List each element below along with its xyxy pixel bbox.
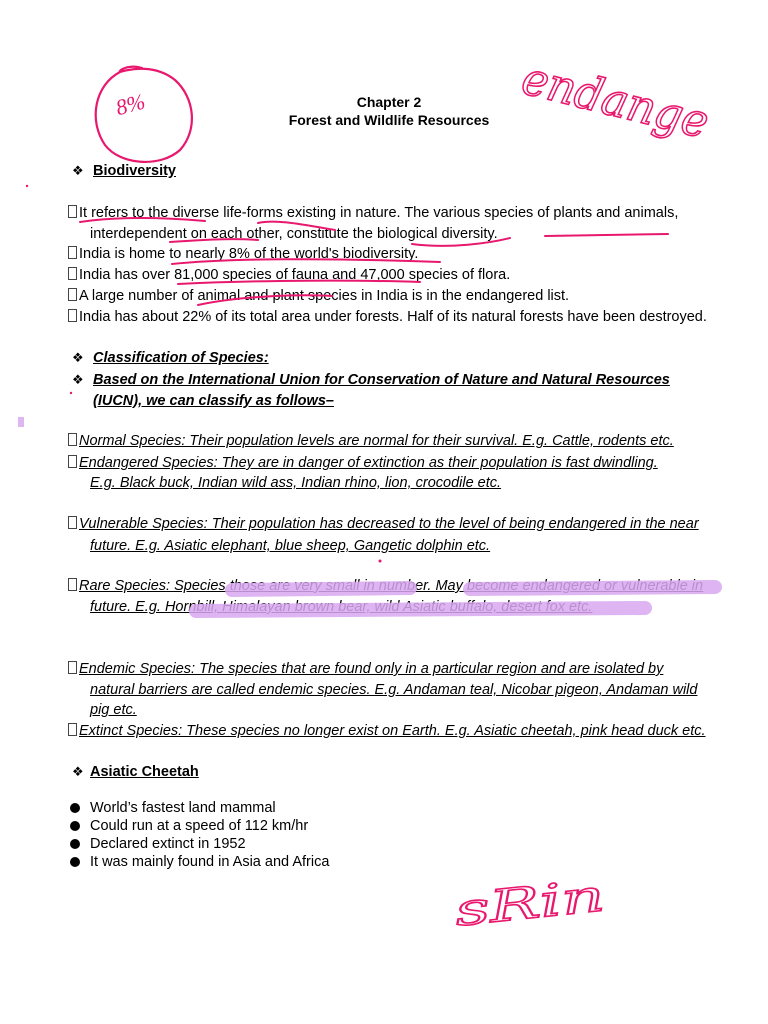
- species-item: Extinct Species: These species no longer exist on Earth. E.g. Asiatic cheetah, pink head duck etc.: [68, 722, 706, 740]
- checkbox-bullet-icon: [68, 288, 77, 301]
- chapter-title: Forest and Wildlife Resources: [288, 112, 490, 128]
- bullet-line: India has about 22% of its total area under forests. Half of its natural forests have been destroyed.: [68, 308, 707, 326]
- species-item-cont: future. E.g. Asiatic elephant, blue sheep, Gangetic dolphin etc.: [90, 538, 491, 554]
- checkbox-bullet-icon: [68, 578, 77, 591]
- cheetah-fact: It was mainly found in Asia and Africa: [90, 854, 330, 870]
- checkbox-bullet-icon: [68, 267, 77, 280]
- checkbox-bullet-icon: [68, 309, 77, 322]
- round-bullet-icon: [70, 821, 80, 831]
- round-bullet-icon: [70, 857, 80, 867]
- round-bullet-icon: [70, 839, 80, 849]
- checkbox-bullet-icon: [68, 516, 77, 529]
- top-right-note-text: endange: [516, 50, 724, 152]
- bullet-line: A large number of animal and plant species in India is in the endangered list.: [68, 287, 569, 305]
- species-item-cont: future. E.g. Hornbill, Himalayan brown bear, wild Asiatic buffalo, desert fox etc.: [90, 599, 593, 615]
- species-item: Endemic Species: The species that are found only in a particular region and are isolated by: [68, 660, 663, 678]
- cheetah-fact: Declared extinct in 1952: [90, 836, 246, 852]
- diamond-bullet-icon: ❖: [72, 163, 84, 178]
- checkbox-bullet-icon: [68, 433, 77, 446]
- section-heading-classification: Classification of Species:: [93, 350, 269, 366]
- species-item: Rare Species: Species those are very small in number. May become endangered or vulnerable in: [68, 577, 703, 595]
- section-subheading-iucn-cont: (IUCN), we can classify as follows–: [93, 393, 334, 409]
- diamond-bullet-icon: ❖: [72, 372, 84, 387]
- section-heading-cheetah: Asiatic Cheetah: [90, 764, 199, 780]
- checkbox-bullet-icon: [68, 205, 77, 218]
- cheetah-fact: Could run at a speed of 112 km/hr: [90, 818, 309, 834]
- circled-note-text: 8%: [112, 88, 148, 121]
- species-item: Vulnerable Species: Their population has decreased to the level of being endangered in the near: [68, 515, 699, 533]
- bullet-line: India has over 81,000 species of fauna and 47,000 species of flora.: [68, 266, 510, 284]
- checkbox-bullet-icon: [68, 455, 77, 468]
- checkbox-bullet-icon: [68, 723, 77, 736]
- bullet-continuation: interdependent on each other, constitute the biological diversity.: [90, 226, 498, 242]
- bullet-line: It refers to the diverse life-forms existing in nature. The various species of plants and animals,: [68, 204, 678, 222]
- section-subheading-iucn: Based on the International Union for Conservation of Nature and Natural Resources: [93, 372, 670, 388]
- bullet-line: India is home to nearly 8% of the world's biodiversity.: [68, 245, 418, 263]
- species-item-cont: natural barriers are called endemic species. E.g. Andaman teal, Nicobar pigeon, Andaman wild: [90, 682, 698, 698]
- species-item: Endangered Species: They are in danger of extinction as their population is fast dwindling.: [68, 454, 658, 472]
- species-item-cont: E.g. Black buck, Indian wild ass, Indian rhino, lion, crocodile etc.: [90, 475, 502, 491]
- cheetah-fact: World’s fastest land mammal: [90, 800, 276, 816]
- species-item-cont: pig etc.: [90, 702, 137, 718]
- chapter-number: Chapter 2: [356, 94, 422, 110]
- bottom-note-text: sRin: [452, 875, 556, 937]
- diamond-bullet-icon: ❖: [72, 350, 84, 365]
- section-heading-biodiversity: Biodiversity: [93, 163, 176, 179]
- checkbox-bullet-icon: [68, 246, 77, 259]
- checkbox-bullet-icon: [68, 661, 77, 674]
- species-item: Normal Species: Their population levels are normal for their survival. E.g. Cattle, rodents etc.: [68, 432, 674, 450]
- round-bullet-icon: [70, 803, 80, 813]
- diamond-bullet-icon: ❖: [72, 764, 84, 779]
